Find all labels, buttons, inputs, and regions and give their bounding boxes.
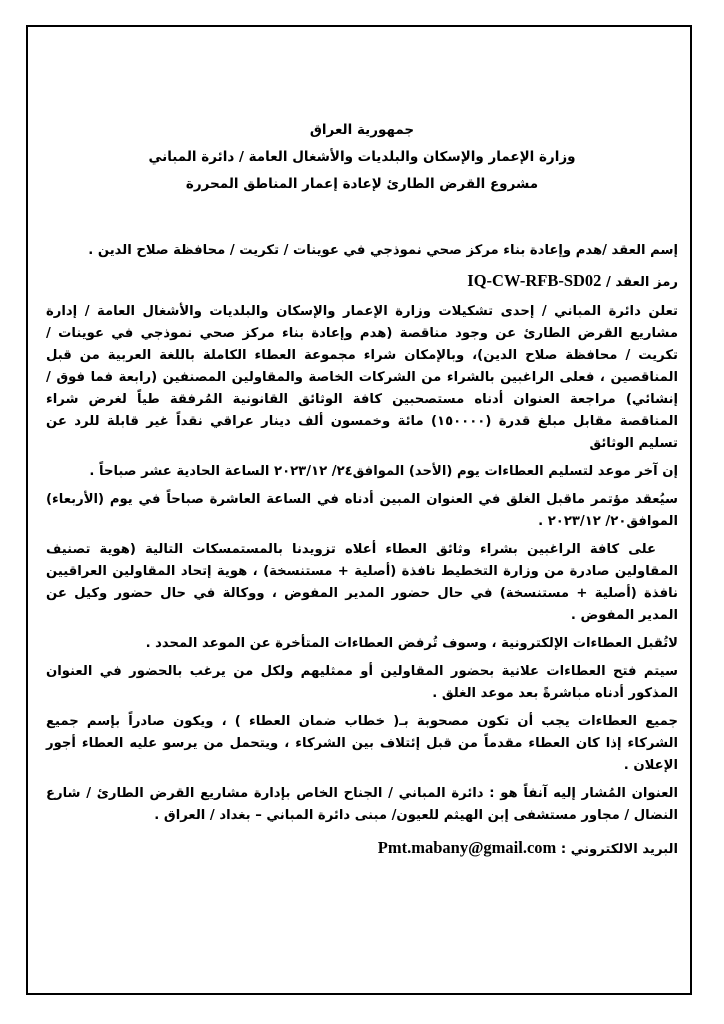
contract-name: إسم العقد /هدم وإعادة بناء مركز صحي نموذجي في عوينات / تكريت / محافظة صلاح الدين . bbox=[88, 243, 678, 258]
conference-paragraph: سيُعقد مؤتمر ماقبل الغلق في العنوان المبين أدناه في الساعة العاشرة صباحاً في يوم (الأربعاء) الموافق٢٠/ ٢٠٢٣/١٢ . bbox=[46, 492, 678, 529]
opening-paragraph: سيتم فتح العطاءات علانية بحضور المقاولين أو ممثليهم ولكل من يرغب بالحضور في العنوان المذكور أدناه مباشرةً بعد موعد الغلق . bbox=[46, 664, 678, 701]
guarantee-paragraph: جميع العطاءات يجب أن تكون مصحوبة بـ( خطاب ضمان العطاء ) ، ويكون صادراً بإسم جميع الشركاء إذا كان العطاء مقدماً من قبل إئتلاف بين الشركاء ، ويتحمل من يرسو عليه العطاء أجور الإعلان . bbox=[46, 714, 678, 773]
address-paragraph: العنوان المُشار إليه آنفاً هو : دائرة المباني / الجناح الخاص بإدارة مشاريع القرض الطارئ / شارع النضال / مجاور مستشفى إبن الهيثم للعيون/ مبنى دائرة المباني – بغداد / العراق . bbox=[46, 786, 678, 823]
deadline-paragraph: إن آخر موعد لتسليم العطاءات يوم (الأحد) الموافق٢٤/ ٢٠٢٣/١٢ الساعة الحادية عشر صباحاً . bbox=[89, 464, 678, 479]
contract-code-label: رمز العقد / bbox=[606, 275, 678, 290]
contract-code bbox=[46, 270, 678, 294]
documents-paragraph: على كافة الراغبين بشراء وثائق العطاء أعلاه تزويدنا بالمستمسكات التالية (هوية تصنيف المقاولين صادرة من وزارة التخطيط نافذة (أصلية + مستنسخة) ، هوية إتحاد المقاولين العراقيين نافذة (أصلية + مستنسخة) في حال حضور المدير المفوض ، ووكالة في حال حضور وكيل عن المدير المفوض . bbox=[46, 542, 678, 623]
document-header bbox=[40, 117, 684, 198]
country-name: جمهورية العراق bbox=[309, 122, 415, 138]
document-body bbox=[46, 240, 678, 861]
email-address: Pmt.mabany@gmail.com bbox=[377, 838, 557, 857]
contract-code-value: IQ-CW-RFB-SD02 bbox=[467, 271, 602, 290]
electronic-bids-paragraph: لاتُقبل العطاءات الإلكترونية ، وسوف تُرفض العطاءات المتأخرة عن الموعد المحدد . bbox=[145, 636, 678, 651]
email-label: البريد الالكتروني : bbox=[560, 842, 678, 857]
ministry-name: وزارة الإعمار والإسكان والبلديات والأشغال العامة / دائرة المباني bbox=[148, 149, 576, 165]
project-name: مشروع القرض الطارئ لإعادة إعمار المناطق المحررة bbox=[185, 176, 539, 192]
announcement-paragraph: تعلن دائرة المباني / إحدى تشكيلات وزارة الإعمار والإسكان والبلديات والأشغال العامة / إدارة مشاريع القرض الطارئ عن وجود مناقصة (هدم وإعادة بناء مركز صحي نموذجي في عوينات / تكريت / محافظة صلاح الدين)، وبالإمكان شراء مجموعة العطاء الكاملة باللغة العربية من قبل المناقصين ، فعلى الراغبين بالشراء من الشركات الخاصة والمقاولين المصنفين (رابعة فما فوق / إنشائي) مراجعة العنوان أدناه مستصحبين كافة الوثائق القانونية المُرفقة طياً لغرض شراء المناقصة مقابل مبلغ قدرة (١٥٠٠٠٠) مائة وخمسون ألف دينار عراقي نقداً غير قابلة للرد عن تسليم الوثائق bbox=[46, 304, 678, 451]
email-row bbox=[46, 837, 678, 861]
